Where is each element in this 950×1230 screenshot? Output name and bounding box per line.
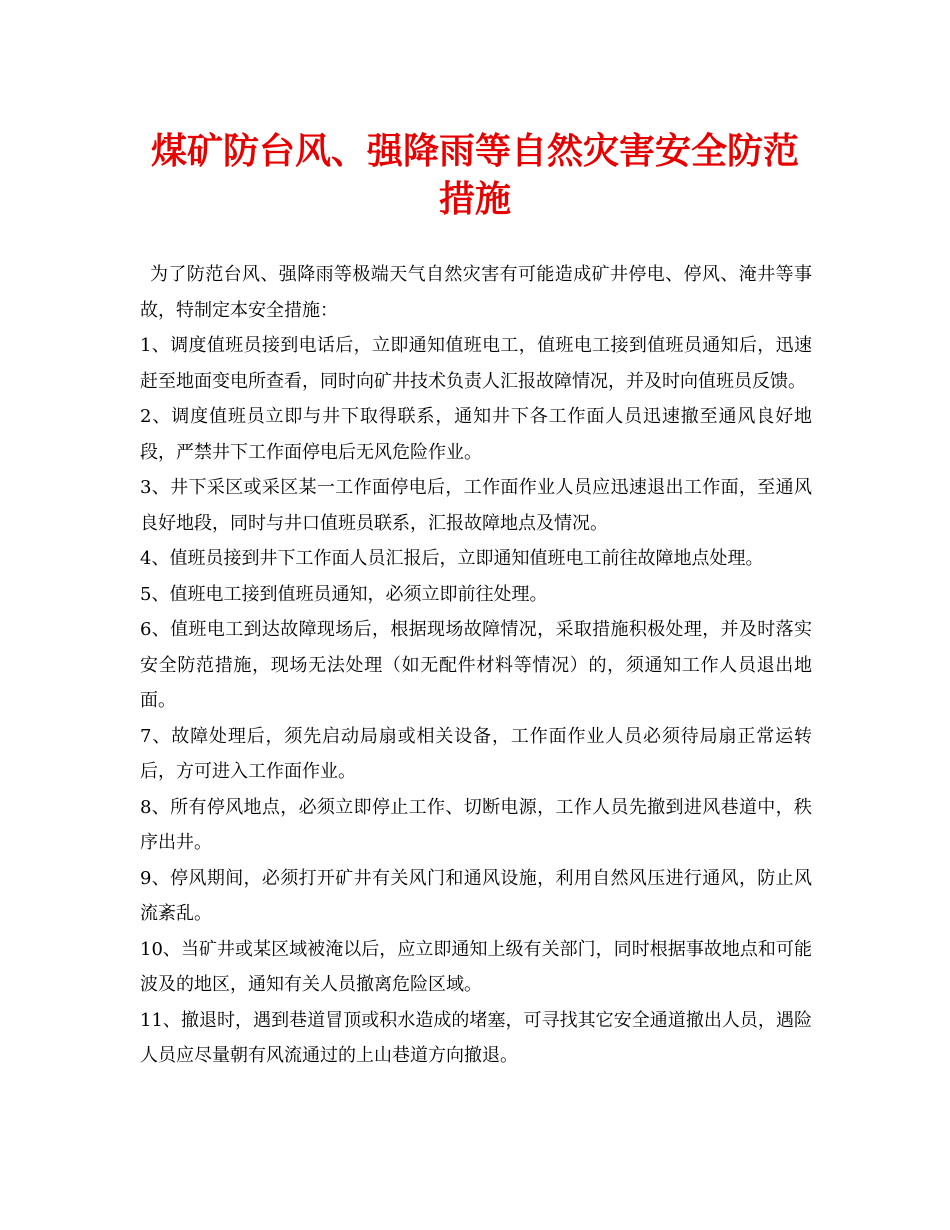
measure-item-4: 4、值班员接到井下工作面人员汇报后，立即通知值班电工前往故障地点处理。 <box>140 548 764 569</box>
measure-item-9: 9、停风期间，必须打开矿井有关风门和通风设施，利用自然风压进行通风，防止风流紊乱。 <box>140 867 812 924</box>
measure-item-5: 5、值班电工接到值班员通知，必须立即前往处理。 <box>140 583 548 605</box>
measure-item-11: 11、撤退时，遇到巷道冒顶或积水造成的堵塞，可寻找其它安全通道撤出人员，遇险人员应尽量朝有风流通过的上山巷道方向撤退。 <box>140 1009 812 1066</box>
measure-item-1: 1、调度值班员接到电话后，立即通知值班电工，值班电工接到值班员通知后，迅速赶至地面变电所查看，同时向矿井技术负责人汇报故障情况，并及时向值班员反馈。 <box>140 335 812 392</box>
document-body <box>140 257 812 1074</box>
measure-item-6: 6、值班电工到达故障现场后，根据现场故障情况，采取措施积极处理，并及时落实安全防范措施，现场无法处理（如无配件材料等情况）的，须通知工作人员退出地面。 <box>140 619 812 711</box>
measure-item-3: 3、井下采区或采区某一工作面停电后，工作面作业人员应迅速退出工作面，至通风良好地段，同时与井口值班员联系，汇报故障地点及情况。 <box>140 477 812 534</box>
document-title: 煤矿防台风、强降雨等自然灾害安全防范措施 <box>150 131 799 220</box>
intro-paragraph: 为了防范台风、强降雨等极端天气自然灾害有可能造成矿井停电、停风、淹井等事故，特制定本安全措施： <box>140 264 812 321</box>
measure-item-10: 10、当矿井或某区域被淹以后，应立即通知上级有关部门，同时根据事故地点和可能波及的地区，通知有关人员撤离危险区域。 <box>140 938 812 995</box>
measure-item-8: 8、所有停风地点，必须立即停止工作、切断电源，工作人员先撤到进风巷道中，秩序出井。 <box>140 796 812 853</box>
measure-item-2: 2、调度值班员立即与井下取得联系，通知井下各工作面人员迅速撤至通风良好地段，严禁井下工作面停电后无风危险作业。 <box>140 406 812 463</box>
measure-item-7: 7、故障处理后，须先启动局扇或相关设备，工作面作业人员必须待局扇正常运转后，方可进入工作面作业。 <box>140 725 812 782</box>
